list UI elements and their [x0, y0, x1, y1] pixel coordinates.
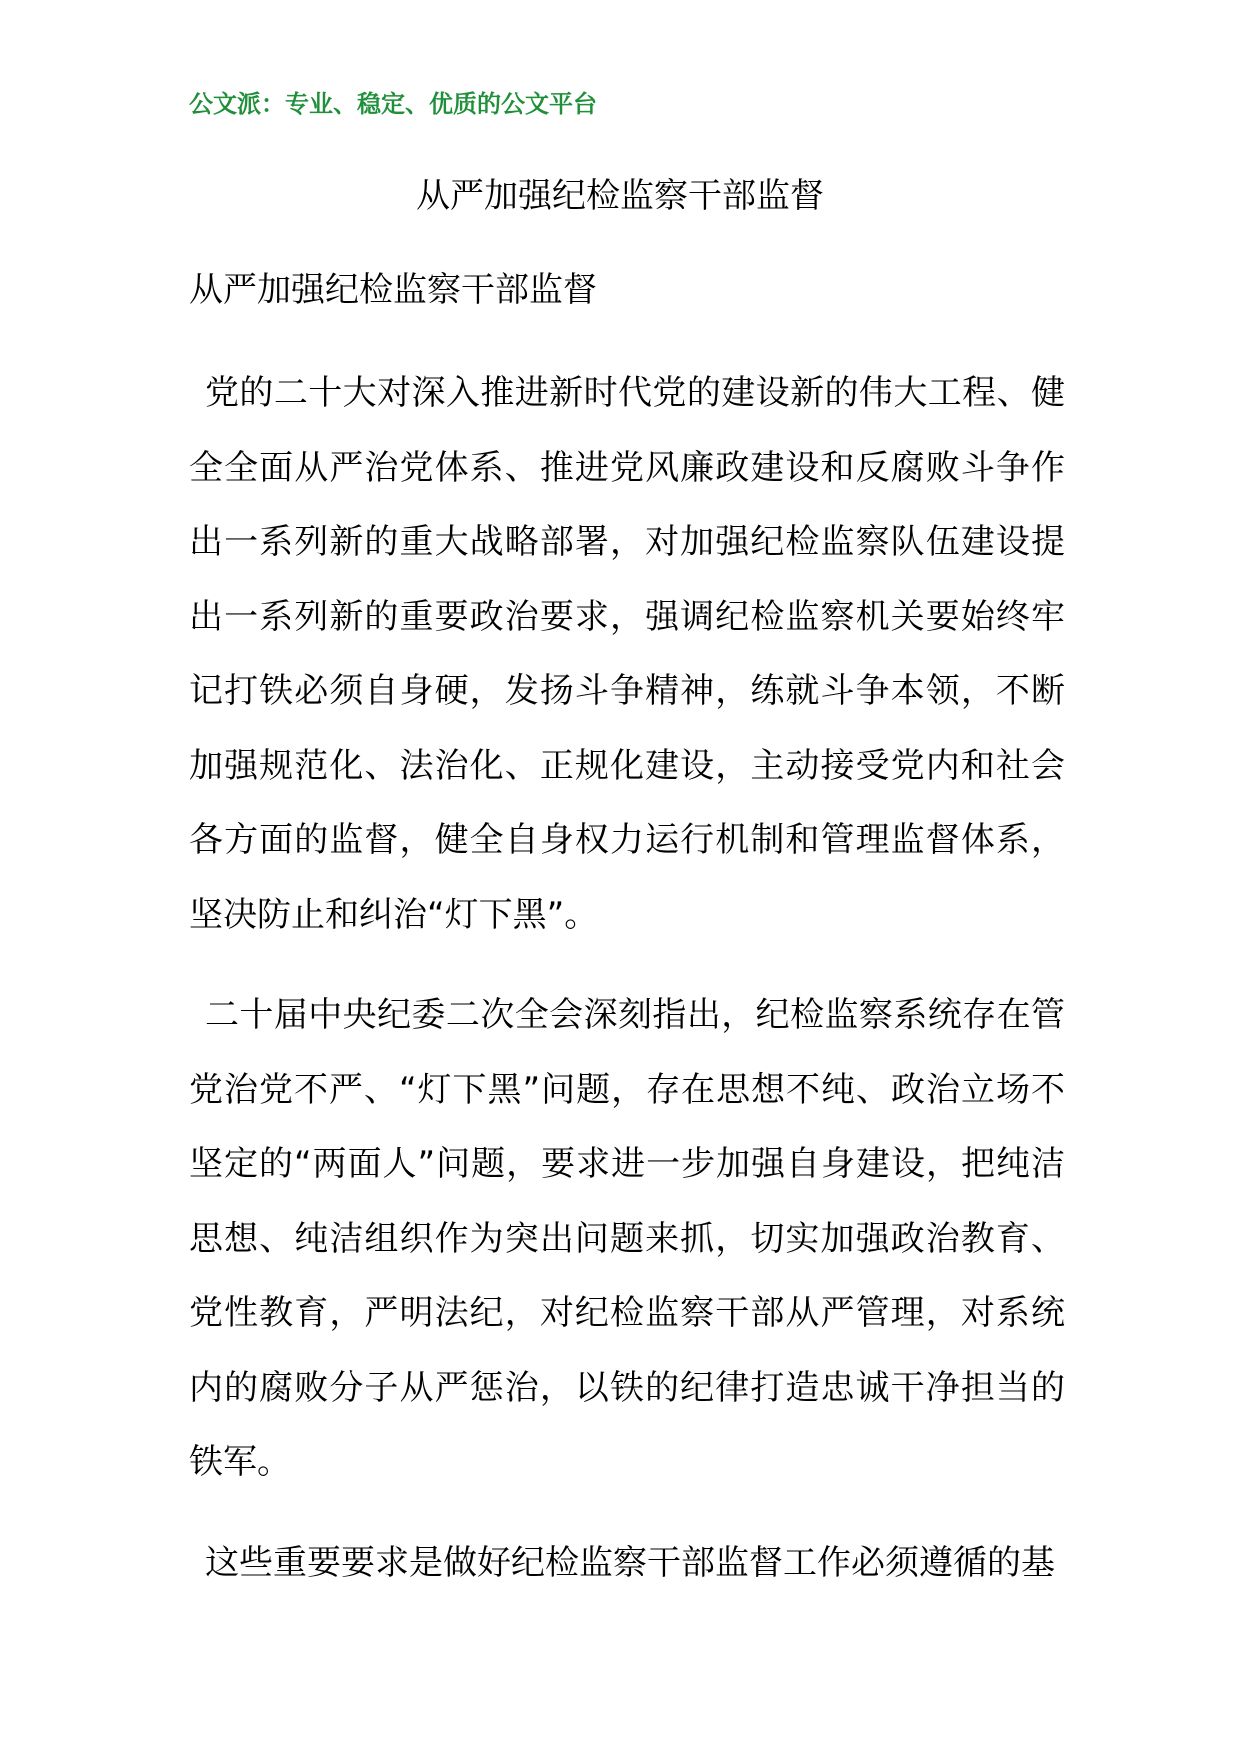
document-title: 从严加强纪检监察干部监督: [416, 176, 824, 216]
body-paragraph-1: 党的二十大对深入推进新时代党的建设新的伟大工程、健全全面从严治党体系、推进党风廉政建设和反腐败斗争作出一系列新的重大战略部署，对加强纪检监察队伍建设提出一系列新的重要政治要求，强调纪检监察机关要始终牢记打铁必须自身硬，发扬斗争精神，练就斗争本领，不断加强规范化、法治化、正规化建设，主动接受党内和社会各方面的监督，健全自身权力运行机制和管理监督体系，坚决防止和纠治“灯下黑”。: [189, 373, 1065, 935]
body-paragraph-2: 二十届中央纪委二次全会深刻指出，纪检监察系统存在管党治党不严、“灯下黑”问题，存在思想不纯、政治立场不坚定的“两面人”问题，要求进一步加强自身建设，把纯洁思想、纯洁组织作为突出问题来抓，切实加强政治教育、党性教育，严明法纪，对纪检监察干部从严管理，对系统内的腐败分子从严惩治，以铁的纪律打造忠诚干净担当的铁军。: [189, 995, 1065, 1482]
header-brand-text: 公文派：专业、稳定、优质的公文平台: [189, 90, 597, 118]
body-paragraph-3: 这些重要要求是做好纪检监察干部监督工作必须遵循的基: [205, 1542, 1055, 1583]
document-body: [189, 356, 1065, 1626]
document-subtitle: 从严加强纪检监察干部监督: [189, 270, 597, 310]
